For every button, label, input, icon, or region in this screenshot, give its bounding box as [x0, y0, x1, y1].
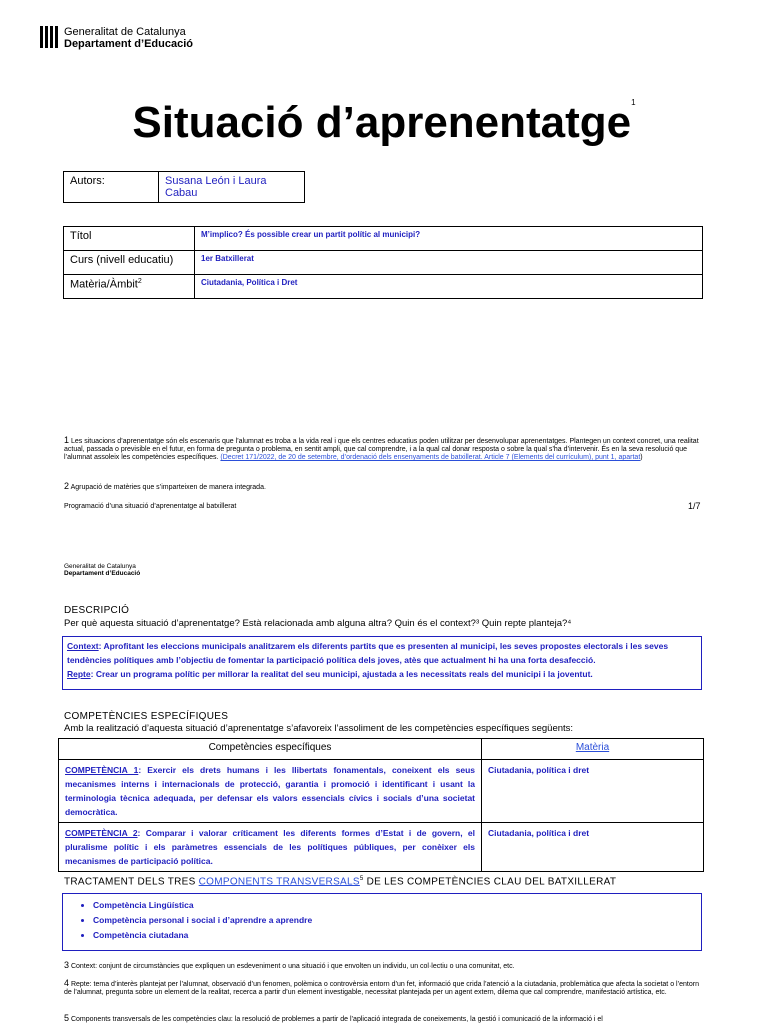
footnote-3: 3 Context: conjunt de circumstàncies que expliquen un esdeveniment o una situació i que envolten un individu, un col·lectiu o una comunitat, etc. — [64, 960, 515, 970]
curs-value: 1er Batxillerat — [195, 251, 703, 275]
materia-value: Ciutadania, Política i Dret — [195, 275, 703, 299]
info-table — [63, 226, 703, 299]
title-footnote-ref: 1 — [631, 98, 636, 107]
transversals-list — [63, 898, 701, 943]
titol-label: Títol — [64, 227, 195, 251]
footnote-1: 1 Les situacions d’aprenentatge són els escenaris que l’alumnat es troba a la vida real i que els centres educatius poden utilitzar per desenvolupar aprenentatges. Plantegen un context concret, una realitat actual, passada o previsible en el futur, en forma de pregunta o problema, en sentit ampli, que cal comprendre, i a la qual cal donar resposta o sobre la qual s’ha d’intervenir. És en la seva resolució que l’alumnat assoleix les competències específiques. (Decret 171/2022, de 20 de setembre, d’ordenació dels ensenyaments de batxillerat. Article 7 (Elements del currículum), punt 1, apartat) — [64, 435, 699, 461]
competencies-intro: Amb la realització d’aquesta situació d’aprenentatge s’afavoreix l’assoliment de les competències específiques següents: — [64, 723, 574, 734]
competencia-1-text: COMPETÈNCIA 1: Exercir els drets humans i les llibertats fonamentals, coneixent els seus mecanismes interns i internacionals de protecció, garantia i promoció i identificant i usant la terminologia tècnica adequada, per defensar els valors essencials cívics i socials d’una societat democràtica. — [59, 760, 482, 823]
competencia-1-materia: Ciutadania, política i dret — [482, 760, 704, 823]
page-title: Situació d’aprenentatge$^1$ — [132, 98, 636, 147]
list-item: • Competència ciutadana — [93, 928, 701, 943]
page-number: 1/7 — [688, 501, 701, 511]
generalitat-emblem-icon — [40, 26, 60, 48]
tractament-heading: TRACTAMENT DELS TRES COMPONENTS TRANSVERSALS$^5$ DE LES COMPETÈNCIES CLAU DEL BATXILLERAT — [64, 876, 617, 888]
footnote-4: 4 Repte: tema d’interès plantejat per l’alumnat, observació d’un fenomen, polèmica o controvèrsia entorn d’un fet, informació que crida l’atenció a la ciutadania, problemàtica que afecta la societat o l’entorn de l’alumnat, pregunta sobre un element de la realitat, recerca a partir d’un element investigable, necessitat plantejada per un agent extern, dilema que cal comprendre, manifestació artística, etc. — [64, 978, 699, 996]
footnote-2: 2 Agrupació de matèries que s’imparteixen de manera integrada. — [64, 481, 266, 491]
descripcio-question: Per què aquesta situació d’aprenentatge? Està relacionada amb alguna altra? Quin és el context?³ Quin repte planteja?⁴ — [64, 618, 572, 629]
authors-label: Autors: — [64, 172, 159, 203]
competencia-1-label: COMPETÈNCIA 1 — [65, 765, 139, 775]
competencia-2-materia: Ciutadania, política i dret — [482, 823, 704, 872]
footnote-5: 5 Components transversals de les competències clau: la resolució de problemes a partir de l’aplicació integrada de coneixements, la gestió i comunicació de la informació i el — [64, 1014, 603, 1023]
context-box: Context: Aprofitant les eleccions municipals analitzarem els diferents partits que es presenten al municipi, les seves propostes electorals i les seves tendències polítiques amb l’objectiu de fomentar la participació política dels joves, atès que actualment hi ha una forta desafecció. Repte: Crear un programa polític per millorar la realitat del seu municipi, ajustada a les necessitats reals del municipi i la joventut. — [62, 636, 702, 690]
repte-label: Repte — [67, 669, 91, 679]
page2-logo: Generalitat de Catalunya Departament d’Educació — [64, 563, 141, 577]
org-name: Generalitat de Catalunya Departament d’Educació — [64, 26, 193, 50]
competencies-heading: COMPETÈNCIES ESPECÍFIQUES — [64, 711, 229, 722]
generalitat-logo — [40, 26, 193, 50]
competencies-table — [58, 738, 704, 872]
list-item: • Competència personal i social i d’aprendre a aprendre — [93, 913, 701, 928]
transversals-box — [62, 893, 702, 951]
authors-table — [63, 171, 305, 203]
decret-link[interactable]: (Decret 171/2022, de 20 de setembre, d’ordenació dels ensenyaments de batxillerat. Article 7 (Elements del currículum), punt 1, apartat — [220, 454, 641, 461]
materia-label: Matèria/Àmbit$^2$ — [64, 275, 195, 299]
titol-value: M’implico? És possible crear un partit polític al municipi? — [195, 227, 703, 251]
descripcio-heading: DESCRIPCIÓ — [64, 605, 130, 616]
comp-col-header: Competències específiques — [59, 739, 482, 760]
list-item: • Competència Lingüística — [93, 898, 701, 913]
materia-col-header: Matèria — [482, 739, 704, 760]
authors-value: Susana León i Laura Cabau — [159, 172, 305, 203]
competencia-2-label: COMPETÈNCIA 2 — [65, 828, 138, 838]
components-transversals-link[interactable]: COMPONENTS TRANSVERSALS — [198, 876, 360, 888]
competencia-2-text: COMPETÈNCIA 2: Comparar i valorar críticament les diferents formes d’Estat i de govern, el pluralisme polític i els paràmetres essencials de les polítiques públiques, per conèixer els mecanismes de participació política. — [59, 823, 482, 872]
context-label: Context — [67, 641, 99, 651]
table-row — [59, 823, 704, 872]
curs-label: Curs (nivell educatiu) — [64, 251, 195, 275]
table-row — [59, 760, 704, 823]
page-footer: Programació d’una situació d’aprenentatge al batxillerat — [64, 503, 237, 510]
